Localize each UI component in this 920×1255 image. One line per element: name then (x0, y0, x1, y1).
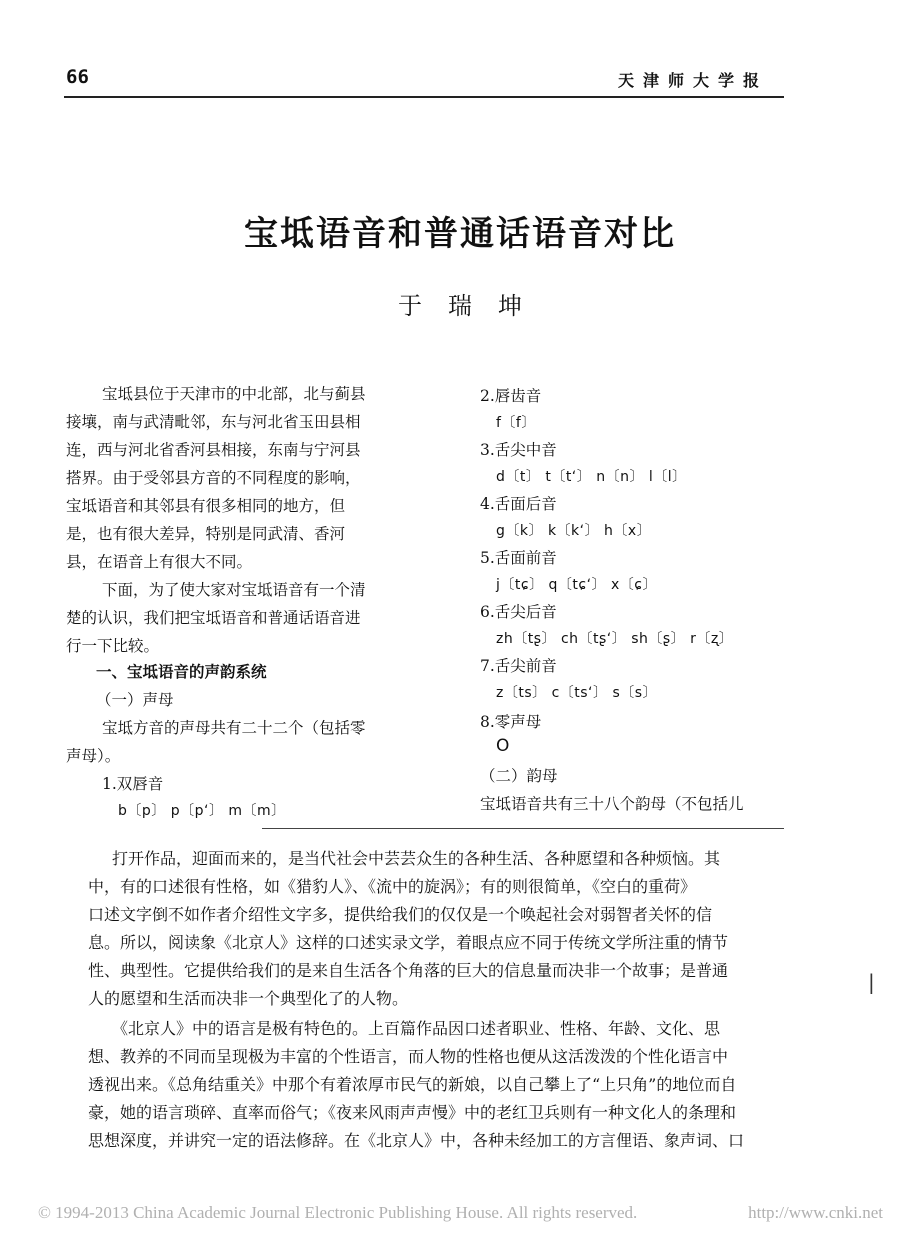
subsection-heading: （二）韵母 (480, 767, 558, 785)
body-line: 想、教养的不同而呈现极为丰富的个性语言，而人物的性格也便从这活泼泼的个性化语言中 (88, 1047, 729, 1066)
para2-line: 楚的认识，我们把宝坻语音和普通话语音进 (66, 609, 361, 627)
header-rule (64, 96, 784, 98)
right-last-line: 宝坻语音共有三十八个韵母（不包括儿 (480, 795, 744, 813)
ipa-line: O (496, 736, 510, 756)
intro-line: 宝坻语音和其邻县有很多相同的地方，但 (66, 497, 346, 515)
intro-line: 搭界。由于受邻县方音的不同程度的影响， (66, 469, 361, 487)
journal-name: 天津师大学报 (618, 71, 769, 90)
footer (38, 1203, 883, 1223)
intro-line: 连，西与河北省香河县相接，东南与宁河县 (66, 441, 361, 459)
item-label: 6.舌尖后音 (480, 603, 557, 621)
ipa-line: b〔p〕 p〔p‘〕 m〔m〕 (118, 803, 286, 819)
item-label: 7.舌尖前音 (480, 657, 557, 675)
margin-mark: | (868, 970, 875, 994)
body-line: 透视出来。《总角结重关》中那个有着浓厚市民气的新娘，以自己攀上了“上只角”的地位而自 (88, 1075, 737, 1094)
intro-line: 宝坻县位于天津市的中北部，北与蓟县 (102, 385, 366, 403)
item-label: 5.舌面前音 (480, 549, 557, 567)
body-line: 豪，她的语言琐碎、直率而俗气；《夜来风雨声声慢》中的老红卫兵则有一种文化人的条理和 (88, 1103, 737, 1122)
article-title: 宝坻语音和普通话语音对比 (244, 214, 676, 254)
intro-line: 是，也有很大差异，特别是同武清、香河 (66, 525, 346, 543)
body-line: 息。所以，阅读象《北京人》这样的口述实录文学，着眼点应不同于传统文学所注重的情节 (88, 933, 729, 952)
intro-line: 接壤，南与武清毗邻，东与河北省玉田县相 (66, 413, 361, 431)
ipa-line: d〔t〕 t〔t‘〕 n〔n〕 l〔l〕 (496, 469, 687, 485)
section-heading: 一、宝坻语音的声韵系统 (96, 662, 267, 681)
ipa-line: z〔ts〕 c〔ts‘〕 s〔s〕 (496, 685, 658, 701)
page-number: 66 (66, 66, 89, 88)
item-label: 4.舌面后音 (480, 495, 557, 513)
item-label: 3.舌尖中音 (480, 441, 557, 459)
body-line: 性、典型性。它提供给我们的是来自生活各个角落的巨大的信息量而决非一个故事；是普通 (88, 961, 729, 980)
body-line: 口述文字倒不如作者介绍性文字多，提供给我们的仅仅是一个唤起社会对弱智者关怀的信 (88, 905, 713, 924)
ipa-line: j〔tɕ〕 q〔tɕ‘〕 x〔ɕ〕 (496, 577, 657, 593)
ipa-line: g〔k〕 k〔k‘〕 h〔x〕 (496, 523, 652, 539)
article-author: 于瑞坤 (398, 292, 548, 320)
intro-line: 县，在语音上有很大不同。 (66, 553, 253, 571)
para2-line: 下面，为了使大家对宝坻语音有一个清 (102, 581, 366, 599)
body-line: 人的愿望和生活而决非一个典型化了的人物。 (88, 989, 409, 1008)
item-label: 8.零声母 (480, 713, 542, 731)
ipa-line: f〔f〕 (496, 415, 536, 431)
site-url: http://www.cnki.net (748, 1203, 883, 1222)
body-line: 思想深度，并讲究一定的语法修辞。在《北京人》中，各种未经加工的方言俚语、象声词、口 (88, 1131, 745, 1150)
ipa-line: zh〔tʂ〕 ch〔tʂ‘〕 sh〔ʂ〕 r〔ʐ〕 (496, 631, 734, 647)
copyright-text: © 1994-2013 China Academic Journal Electronic Publishing House. All rights reserved. (38, 1203, 638, 1222)
body-line: 中，有的口述很有性格，如《猎豹人》、《流中的旋涡》；有的则很简单，《空白的重荷》 (88, 877, 697, 896)
subsection-heading: （一）声母 (96, 691, 174, 709)
count-line: 宝坻方音的声母共有二十二个（包括零 (102, 719, 366, 737)
body-line: 打开作品，迎面而来的，是当代社会中芸芸众生的各种生活、各种愿望和各种烦恼。其 (112, 849, 721, 868)
count-line: 声母）。 (66, 747, 121, 765)
para2-line: 行一下比较。 (66, 637, 160, 655)
item-label: 1.双唇音 (102, 775, 164, 793)
item-label: 2.唇齿音 (480, 387, 542, 405)
section-divider (262, 828, 784, 829)
body-line: 《北京人》中的语言是极有特色的。上百篇作品因口述者职业、性格、年龄、文化、思 (112, 1019, 721, 1038)
